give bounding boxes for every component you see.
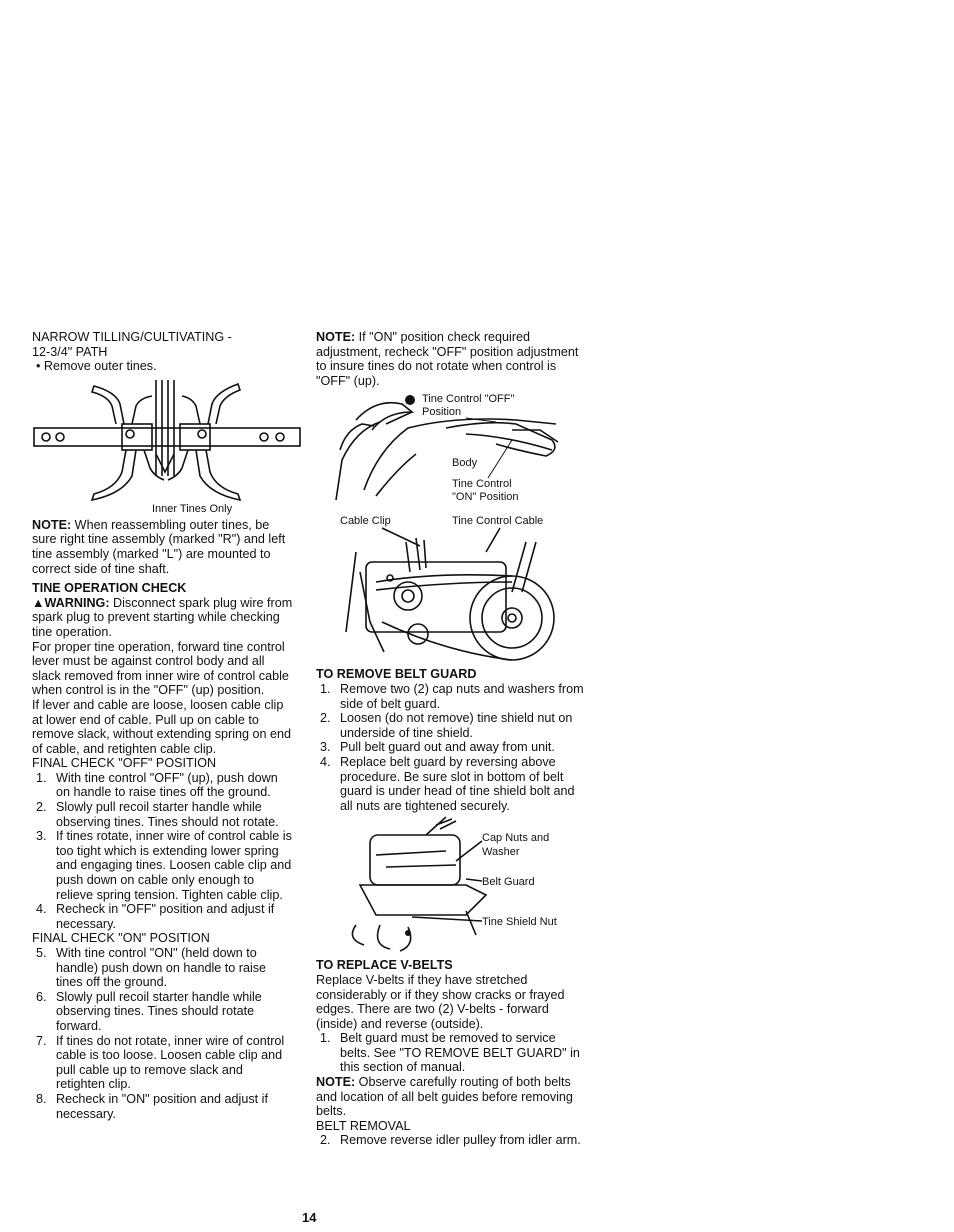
fig4-label-guard: Belt Guard [482, 876, 535, 889]
remove-belt-guard-title: TO REMOVE BELT GUARD [316, 667, 477, 682]
fig2-label-off-2: Position [422, 406, 462, 419]
list-item: 3. If tines rotate, inner wire of control cable is too tight which is extending lower spring and engaging tines. Loosen cable clip and push down on cable only enough to relieve spring tension. Tighten cable clip. [36, 829, 292, 902]
proper-operation-paragraph: For proper tine operation, forward tine control lever must be against control body and all slack removed from inner wire of control cable when control is in the "OFF" (up) position. [32, 639, 289, 698]
list-item: 4. Recheck in "OFF" position and adjust if necessary. [36, 902, 275, 931]
replace-step-list [316, 1031, 584, 1075]
fig2-label-body: Body [452, 457, 478, 470]
tine-operation-check-title: TINE OPERATION CHECK [32, 581, 187, 596]
list-item: 5. With tine control "ON" (held down to handle) push down on handle to raise tines off the ground. [36, 946, 267, 990]
replace-v-belts-title: TO REPLACE V-BELTS [316, 958, 453, 973]
pointer-dot-icon [405, 395, 415, 405]
belt-guard-figure [316, 815, 584, 953]
list-item: 8. Recheck in "ON" position and adjust if necessary. [36, 1091, 268, 1121]
list-item: 1. With tine control "OFF" (up), push down on handle to raise tines off the ground. [36, 770, 278, 800]
routing-note: NOTE: Observe carefully routing of both belts and location of all belt guides before removing belts. [316, 1075, 573, 1119]
off-steps-list [32, 771, 294, 932]
fig1-caption: Inner Tines Only [152, 502, 233, 515]
cable-clip-figure [316, 512, 584, 662]
list-item: 2. Loosen (do not remove) tine shield nut on underside of tine shield. [320, 711, 573, 740]
remove-outer-tines-bullet: • Remove outer tines. [36, 359, 157, 374]
loose-cable-paragraph: If lever and cable are loose, loosen cable clip at lower end of cable. Pull up on cable to remove slack, without extending spring on end of cable, and retighten cable clip. [32, 697, 292, 756]
final-check-on-heading: FINAL CHECK "ON" POSITION [32, 931, 210, 946]
final-check-off-heading: FINAL CHECK "OFF" POSITION [32, 756, 217, 771]
list-item: 6. Slowly pull recoil starter handle while observing tines. Tines should rotate forward. [36, 989, 262, 1033]
remove-steps-list [316, 682, 584, 813]
fig2-label-on-1: Tine Control [452, 478, 512, 491]
reassembly-note: NOTE: When reassembling outer tines, be sure right tine assembly (marked "R") and left tine assembly (marked "L") are mounted to correct side of tine shaft. [32, 517, 286, 576]
on-position-note: NOTE: If "ON" position check required adjustment, recheck "OFF" position adjustment to insure tines do not rotate when control is "OFF" (up). [316, 330, 579, 388]
list-item: 3. Pull belt guard out and away from unit. [320, 740, 555, 755]
belt-removal-heading: BELT REMOVAL [316, 1118, 411, 1133]
list-item: 2. Remove reverse idler pulley from idler arm. [320, 1133, 581, 1148]
tine-control-handle-figure [316, 390, 584, 510]
fig2-label-off-1: Tine Control "OFF" [422, 393, 515, 406]
right-column [316, 330, 584, 1148]
list-item: 2. Slowly pull recoil starter handle while observing tines. Tines should not rotate. [36, 800, 279, 829]
list-item: 1. Belt guard must be removed to service belts. See "TO REMOVE BELT GUARD" in this section of manual. [320, 1031, 580, 1075]
fig2-label-on-2: "ON" Position [452, 491, 519, 504]
on-steps-list [32, 946, 294, 1121]
fig4-label-nut: Tine Shield Nut [482, 916, 557, 929]
list-item: 1. Remove two (2) cap nuts and washers from side of belt guard. [320, 681, 584, 711]
belt-removal-list [316, 1133, 584, 1148]
left-column [32, 330, 294, 1121]
fig3-label-cable: Tine Control Cable [452, 515, 544, 528]
inner-tines-figure [32, 376, 302, 516]
list-item: 7. If tines do not rotate, inner wire of control cable is too loose. Loosen cable clip and pull cable up to remove slack and retighten clip. [36, 1033, 285, 1092]
fig4-label-cap-2: Washer [482, 846, 520, 859]
narrow-tilling-heading: NARROW TILLING/CULTIVATING - 12-3/4" PATH [32, 330, 232, 359]
warning-triangle-icon: ▲ [32, 595, 45, 610]
fig3-label-clip: Cable Clip [340, 515, 391, 528]
warning-paragraph: ▲WARNING: Disconnect spark plug wire from spark plug to prevent starting while checking tine operation. [32, 595, 293, 639]
replace-v-belts-paragraph: Replace V-belts if they have stretched considerably or if they show cracks or frayed edges. There are two (2) V-belts - forward (inside) and reverse (outside). [316, 972, 565, 1031]
list-item: 4. Replace belt guard by reversing above procedure. Be sure slot in bottom of belt guard is under head of tine shield bolt and all nuts are tightened securely. [320, 754, 575, 813]
fig4-label-cap-1: Cap Nuts and [482, 832, 550, 845]
page-number: 14 [302, 1210, 317, 1225]
